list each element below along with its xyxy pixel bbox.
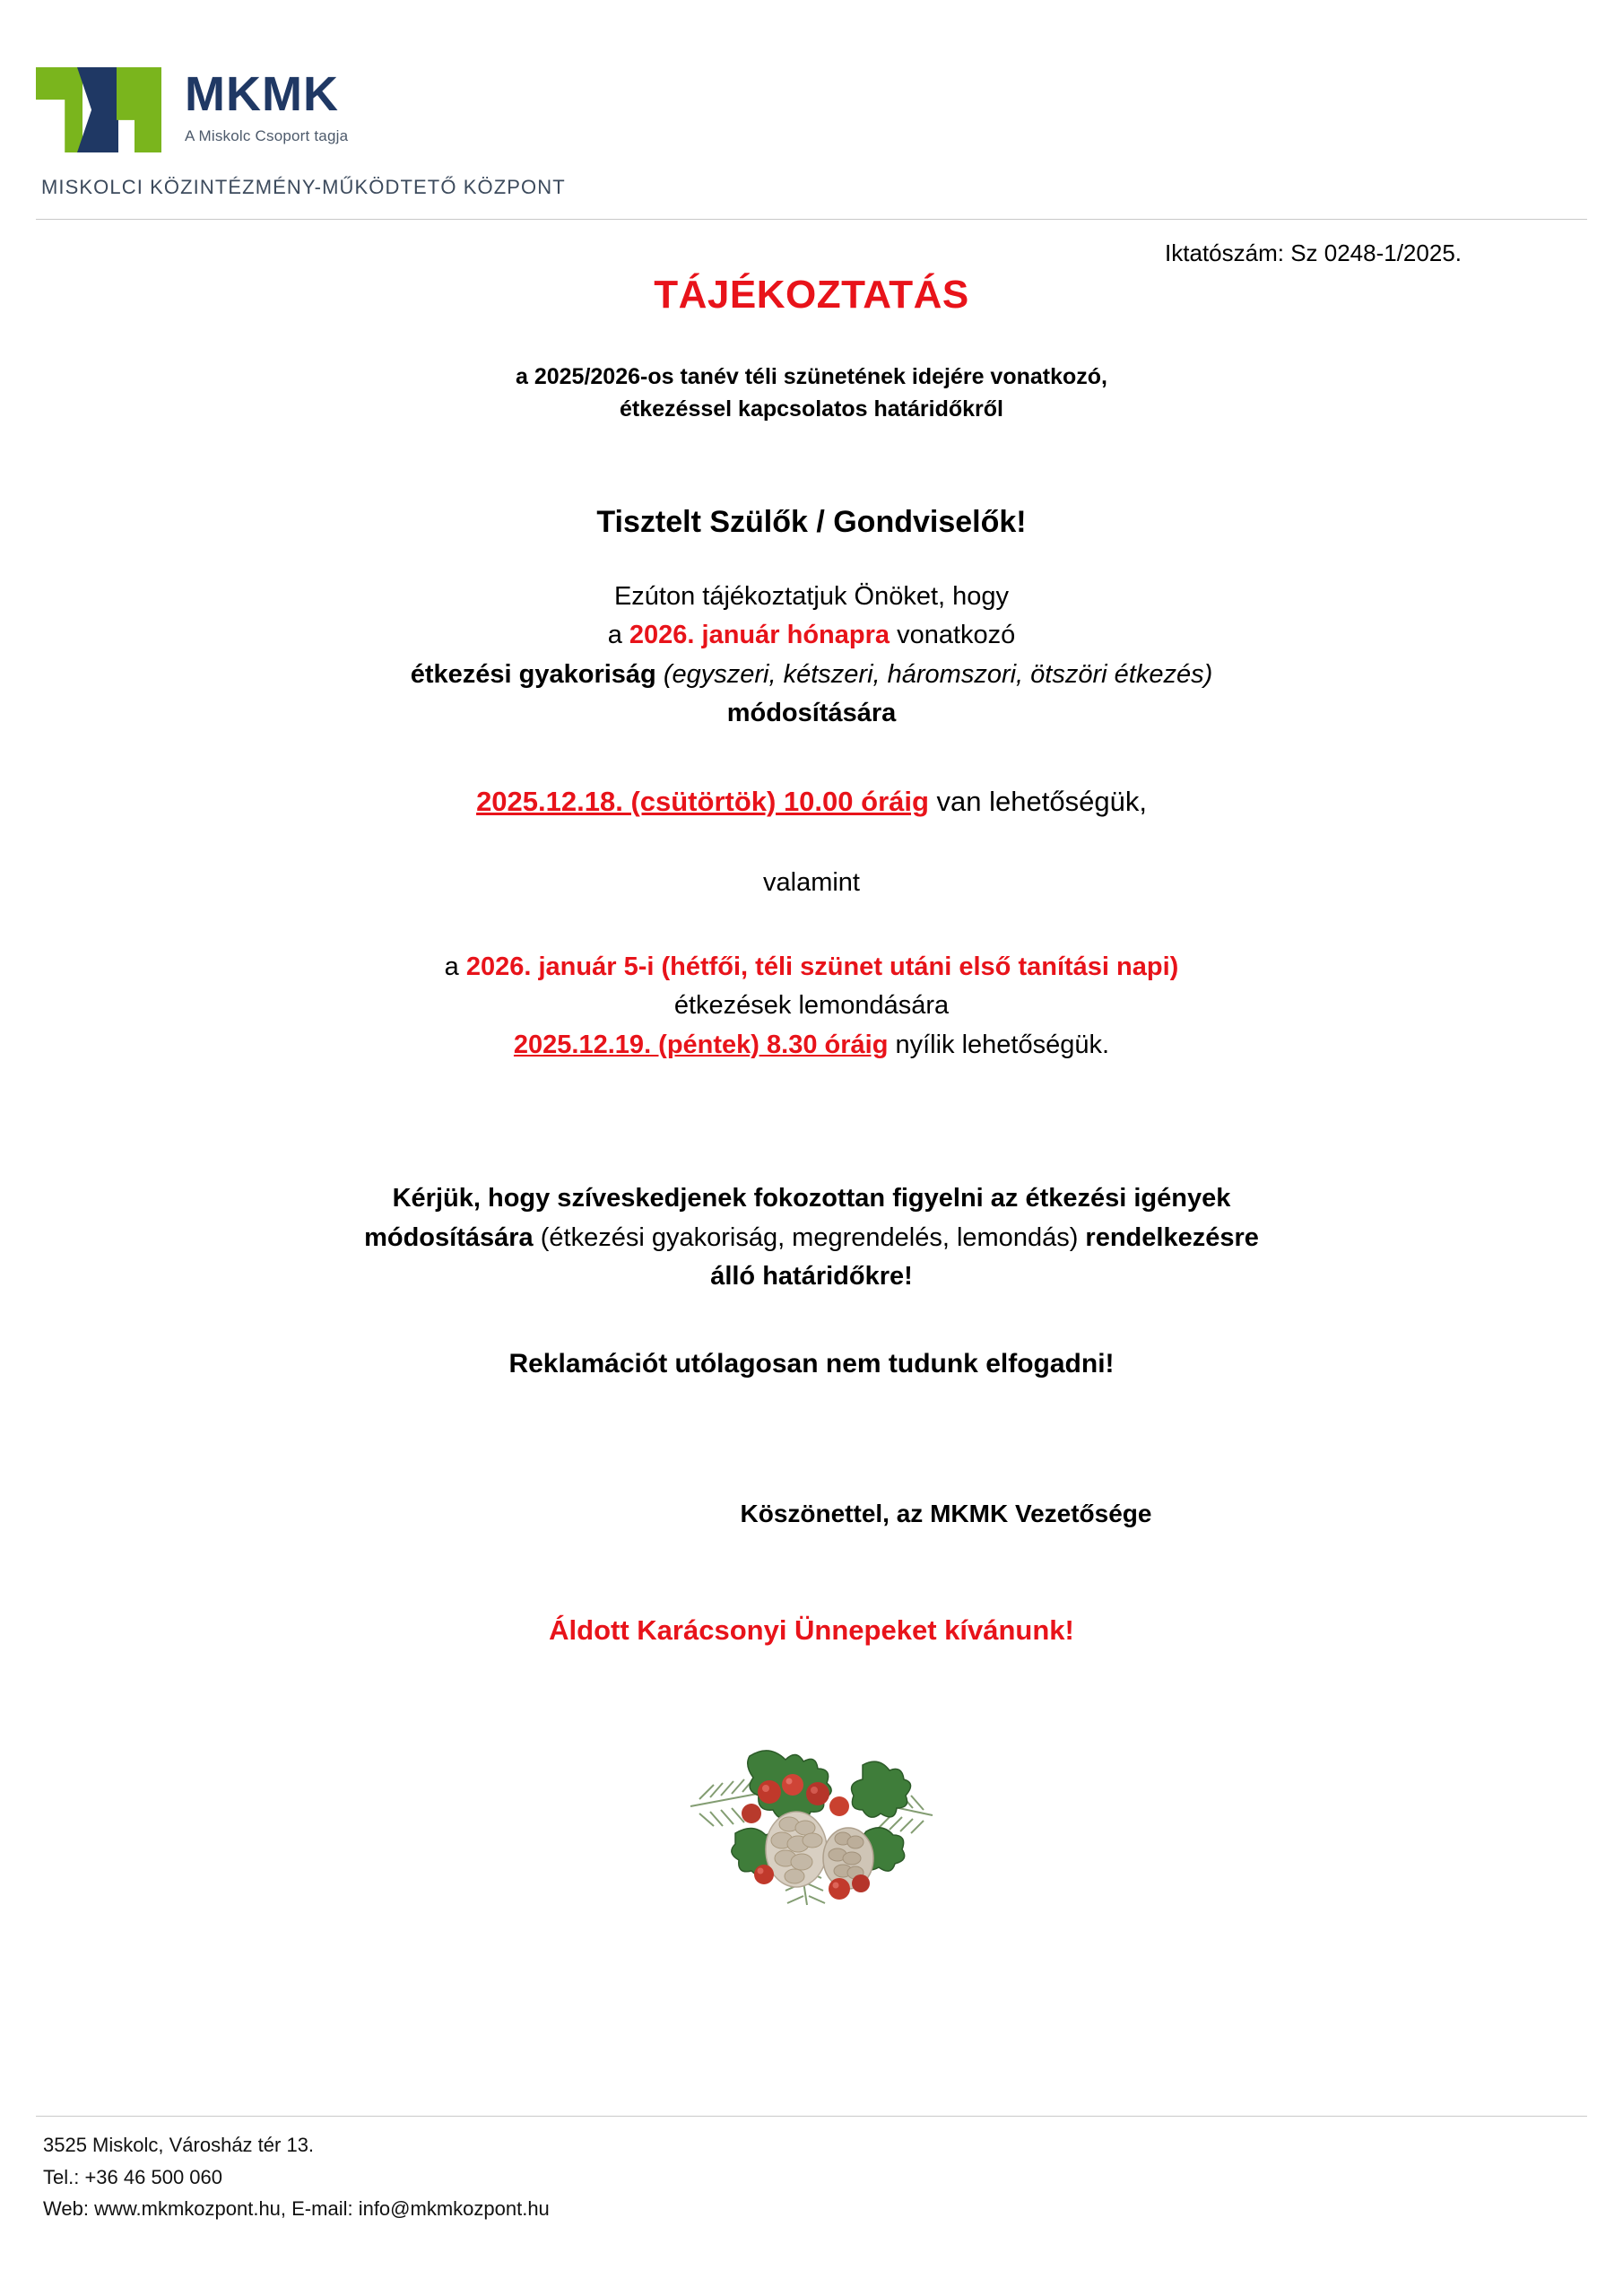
intro-line-3 [63, 656, 1560, 695]
salutation: Tisztelt Szülők / Gondviselők! [596, 504, 1027, 539]
cancellation-line-1-pre: a [444, 952, 466, 981]
deadline-modification [63, 786, 1560, 818]
document-body [0, 239, 1623, 1923]
logo-title: MKMK [185, 67, 339, 122]
page-title: TÁJÉKOZTATÁS [654, 273, 969, 317]
cancellation-date-highlight: 2026. január 5-i (hétfői, téli szünet utáni első tanítási napi) [465, 952, 1179, 981]
footer-phone: Tel.: +36 46 500 060 [43, 2165, 222, 2188]
header-divider [36, 219, 1587, 220]
intro-line-2 [63, 616, 1560, 656]
footer-address: 3525 Miskolc, Városház tér 13. [43, 2134, 315, 2157]
notice-line-2-bold-1: módosítására [364, 1222, 534, 1252]
notice-line-2-bold-2: rendelkezésre [1085, 1222, 1259, 1252]
intro-line-2-post: vonatkozó [890, 621, 1016, 649]
cancellation-line-2: étkezések lemondására [673, 991, 950, 1020]
attention-notice [63, 1179, 1560, 1297]
mkmk-logo-icon [36, 67, 161, 152]
intro-line-4: módosítására [726, 699, 897, 727]
connector-word: valamint [763, 867, 860, 897]
registry-number: Iktatószám: Sz 0248-1/2025. [1165, 239, 1462, 266]
intro-paragraph [63, 578, 1560, 734]
signature: Köszönettel, az MKMK Vezetősége [740, 1499, 1152, 1527]
notice-line-2-normal: (étkezési gyakoriság, megrendelés, lemondás) [533, 1222, 1086, 1252]
footer-divider [36, 2116, 1587, 2117]
subtitle-line-2: étkezéssel kapcsolatos határidőkről [620, 396, 1003, 422]
holiday-greeting: Áldott Karácsonyi Ünnepeket kívánunk! [549, 1613, 1074, 1646]
deadline-modification-rest: van lehetőségük, [928, 785, 1147, 817]
notice-line-3: álló határidőkre! [710, 1262, 913, 1291]
subtitle-line-1: a 2025/2026-os tanév téli szünetének idejére vonatkozó, [515, 364, 1107, 389]
deadline-cancellation-date: 2025.12.19. (péntek) 8.30 óráig [513, 1030, 889, 1059]
footer-web-email: Web: www.mkmkozpont.hu, E-mail: info@mkmkozpont.hu [43, 2196, 550, 2220]
meal-frequency-label: étkezési gyakoriság [410, 659, 656, 689]
cancellation-line-3 [63, 1026, 1560, 1065]
holly-pinecone-illustration-icon [664, 1699, 959, 1923]
intro-line-2-highlight: 2026. január hónapra [629, 621, 890, 649]
intro-line-2-pre: a [607, 621, 629, 649]
deadline-modification-date: 2025.12.18. (csütörtök) 10.00 óráig [476, 785, 929, 817]
reclamation-note: Reklamációt utólagosan nem tudunk elfogadni! [508, 1348, 1115, 1378]
document-subtitle [63, 361, 1560, 426]
document-header [0, 0, 1623, 199]
logo-subtitle: A Miskolc Csoport tagja [185, 126, 349, 144]
notice-line-2 [63, 1219, 1560, 1258]
document-footer [43, 2129, 550, 2224]
logo-text-block [185, 69, 348, 145]
notice-line-1: Kérjük, hogy szíveskedjenek fokozottan figyelni az étkezési igények [392, 1184, 1231, 1213]
logo-block [36, 67, 1623, 152]
organization-name: MISKOLCI KÖZINTÉZMÉNY-MŰKÖDTETŐ KÖZPONT [41, 176, 566, 198]
intro-line-1: Ezúton tájékoztatjuk Önöket, hogy [613, 581, 1010, 611]
cancellation-block [63, 948, 1560, 1065]
decoration-wrap [63, 1699, 1560, 1923]
deadline-cancellation-rest: nyílik lehetőségük. [888, 1030, 1110, 1059]
meal-frequency-options: (egyszeri, kétszeri, háromszori, ötszöri étkezés) [655, 659, 1213, 689]
cancellation-line-1 [63, 948, 1560, 987]
